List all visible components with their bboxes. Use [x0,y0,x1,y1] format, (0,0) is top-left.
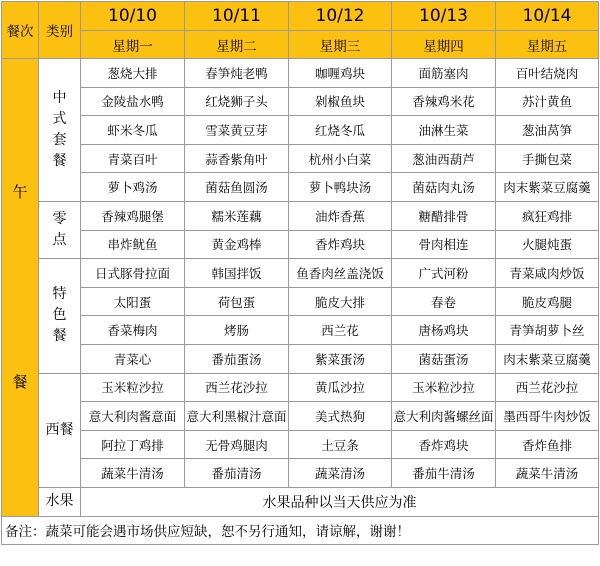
dish-cell: 太阳蛋 [81,287,185,316]
dish-cell: 美式热狗 [289,402,392,431]
dish-cell: 日式豚骨拉面 [81,259,185,288]
dish-cell: 油炸香蕉 [289,201,392,230]
menu-row [2,116,599,145]
dish-cell: 番茄蛋汤 [185,344,289,373]
dish-cell: 咖喱鸡块 [289,59,392,88]
menu-row [2,259,599,288]
date-header: 10/13 [392,2,496,31]
category-label-char: 色 [52,307,67,324]
menu-row [2,59,599,88]
dish-cell: 香炸鱼排 [496,430,599,459]
weekday-header: 星期四 [392,31,496,59]
dish-cell: 菌菇蛋汤 [392,344,496,373]
dish-cell: 脆皮鸡腿 [496,287,599,316]
dish-cell: 黄瓜沙拉 [289,373,392,402]
dish-cell: 青菜百叶 [81,144,185,173]
date-header-row [2,2,599,31]
dish-cell: 葱烧大排 [81,59,185,88]
remark-text: 备注：蔬菜可能会遇市场供应短缺，恕不另行通知，请谅解，谢谢！ [2,516,599,544]
weekday-header: 星期一 [81,31,185,59]
weekday-header: 星期五 [496,31,599,59]
dish-cell: 香辣鸡腿堡 [81,201,185,230]
dish-cell: 西兰花沙拉 [496,373,599,402]
category-label [39,373,81,487]
dish-cell: 春笋炖老鸭 [185,59,289,88]
fruit-row [2,487,599,516]
category-label [39,259,81,373]
dish-cell: 青笋胡萝卜丝 [496,316,599,345]
dish-cell: 意大利肉酱螺丝面 [392,402,496,431]
dish-cell: 意大利肉酱意面 [81,402,185,431]
fruit-label: 水果 [39,487,81,516]
category-label [39,59,81,202]
dish-cell: 串炸鱿鱼 [81,230,185,259]
dish-cell: 杭州小白菜 [289,144,392,173]
category-label-char: 特 [52,286,67,303]
dish-cell: 唐杨鸡块 [392,316,496,345]
dish-cell: 玉米粒沙拉 [392,373,496,402]
dish-cell: 香炸鸡块 [392,430,496,459]
menu-row [2,173,599,202]
fruit-note: 水果品种以当天供应为准 [81,487,599,516]
menu-row [2,430,599,459]
dish-cell: 糖醋排骨 [392,201,496,230]
date-header: 10/14 [496,2,599,31]
dish-cell: 蔬菜清汤 [289,459,392,488]
dish-cell: 荷包蛋 [185,287,289,316]
dish-cell: 萝卜鸭块汤 [289,173,392,202]
menu-row [2,287,599,316]
meal-label-char: 午 [12,183,28,202]
category-label-char: 餐 [52,152,67,169]
dish-cell: 菌菇肉丸汤 [392,173,496,202]
menu-row [2,459,599,488]
dish-cell: 广式河粉 [392,259,496,288]
weekday-header: 星期二 [185,31,289,59]
menu-row [2,402,599,431]
dish-cell: 西兰花沙拉 [185,373,289,402]
dish-cell: 韩国拌饭 [185,259,289,288]
dish-cell: 虾米冬瓜 [81,116,185,145]
dish-cell: 面筋塞肉 [392,59,496,88]
dish-cell: 蔬菜牛清汤 [496,459,599,488]
category-label [39,201,81,258]
dish-cell: 菌菇鱼圆汤 [185,173,289,202]
dish-cell: 骨肉相连 [392,230,496,259]
dish-cell: 红烧冬瓜 [289,116,392,145]
menu-row [2,230,599,259]
dish-cell: 墨西哥牛肉炒饭 [496,402,599,431]
dish-cell: 土豆条 [289,430,392,459]
weekday-header: 星期三 [289,31,392,59]
dish-cell: 糯米莲藕 [185,201,289,230]
lunch-menu-table [1,1,599,545]
dish-cell: 金陵盐水鸭 [81,87,185,116]
menu-row [2,373,599,402]
category-label-char: 式 [52,110,67,127]
dish-cell: 疯狂鸡排 [496,201,599,230]
dish-cell: 番茄清汤 [185,459,289,488]
menu-row [2,316,599,345]
dish-cell: 西兰花 [289,316,392,345]
dish-cell: 葱油西葫芦 [392,144,496,173]
dish-cell: 香辣鸡米花 [392,87,496,116]
dish-cell: 雪菜黄豆芽 [185,116,289,145]
dish-cell: 阿拉丁鸡排 [81,430,185,459]
date-header: 10/11 [185,2,289,31]
dish-cell: 玉米粒沙拉 [81,373,185,402]
dish-cell: 蔬菜牛清汤 [81,459,185,488]
dish-cell: 青菜心 [81,344,185,373]
meal-header: 餐次 [2,2,39,59]
dish-cell: 脆皮大排 [289,287,392,316]
category-label-char: 零 [52,211,67,228]
menu-row [2,87,599,116]
dish-cell: 剁椒鱼块 [289,87,392,116]
dish-cell: 葱油莴笋 [496,116,599,145]
dish-cell: 苏汁黄鱼 [496,87,599,116]
category-label-char: 餐 [52,328,67,345]
dish-cell: 青菜咸肉炒饭 [496,259,599,288]
menu-row [2,344,599,373]
dish-cell: 香菜梅肉 [81,316,185,345]
dish-cell: 黄金鸡棒 [185,230,289,259]
menu-row [2,201,599,230]
dish-cell: 萝卜鸡汤 [81,173,185,202]
dish-cell: 肉末紫菜豆腐羹 [496,344,599,373]
dish-cell: 肉末紫菜豆腐羹 [496,173,599,202]
weekday-header-row [2,31,599,59]
remark-row [2,516,599,544]
category-label-char: 西餐 [45,421,74,438]
dish-cell: 意大利黑椒汁意面 [185,402,289,431]
dish-cell: 鱼香肉丝盖浇饭 [289,259,392,288]
dish-cell: 蒜香紫角叶 [185,144,289,173]
menu-row [2,144,599,173]
dish-cell: 红烧狮子头 [185,87,289,116]
date-header: 10/12 [289,2,392,31]
dish-cell: 烤肠 [185,316,289,345]
dish-cell: 油淋生菜 [392,116,496,145]
dish-cell: 香炸鸡块 [289,230,392,259]
dish-cell: 无骨鸡腿肉 [185,430,289,459]
dish-cell: 百叶结烧肉 [496,59,599,88]
dish-cell: 紫菜蛋汤 [289,344,392,373]
category-header: 类别 [39,2,81,59]
category-label-char: 点 [52,232,67,249]
category-label-char: 套 [52,131,67,148]
dish-cell: 手撕包菜 [496,144,599,173]
meal-label-char: 餐 [12,373,28,392]
dish-cell: 火腿炖蛋 [496,230,599,259]
meal-label [2,59,39,517]
date-header: 10/10 [81,2,185,31]
dish-cell: 番茄牛清汤 [392,459,496,488]
dish-cell: 春卷 [392,287,496,316]
category-label-char: 中 [52,89,67,106]
